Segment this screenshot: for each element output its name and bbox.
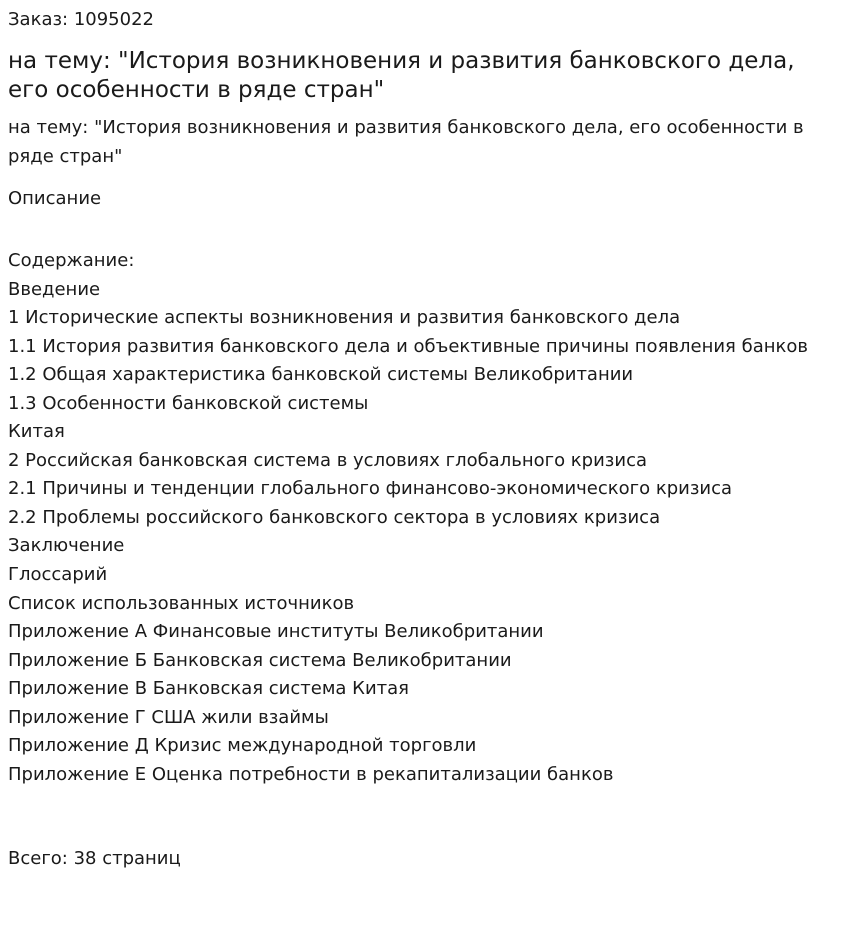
toc-item: Приложение В Банковская система Китая [8,678,409,700]
toc-item: 2.2 Проблемы российского банковского сектора в условиях кризиса [8,506,661,528]
toc-item: Глоссарий [8,564,108,586]
toc-item: Введение [8,278,101,300]
description-label: Описание [8,188,102,209]
page-subtitle: на тему: "История возникновения и развития банковского дела, его особенности в ряде стран" [8,117,804,167]
toc-item: Китая [8,421,65,443]
toc-item: Приложение Г США жили взаймы [8,706,329,728]
toc-item: Приложение Д Кризис международной торговли [8,735,477,757]
table-of-contents [8,247,839,789]
toc-item: Заключение [8,535,125,557]
toc-item: Приложение Б Банковская система Великобритании [8,649,512,671]
toc-item: Список использованных источников [8,592,355,614]
toc-item: Приложение Е Оценка потребности в рекапитализации банков [8,763,614,785]
toc-item: 1.3 Особенности банковской системы [8,392,369,414]
toc-heading: Содержание: [8,250,135,271]
toc-item: 2.1 Причины и тенденции глобального финансово-экономического кризиса [8,478,733,500]
toc-item: 1.2 Общая характеристика банковской системы Великобритании [8,364,634,386]
order-number: Заказ: 1095022 [8,9,154,30]
toc-item: 1.1 История развития банковского дела и объективные причины появления банков [8,335,808,357]
toc-item: 1 Исторические аспекты возникновения и развития банковского дела [8,307,681,329]
toc-item: 2 Российская банковская система в условиях глобального кризиса [8,449,647,471]
toc-item: Приложение А Финансовые институты Великобритании [8,621,544,643]
total-pages: Всего: 38 страниц [8,848,181,869]
page-title: на тему: "История возникновения и развития банковского дела, его особенности в ряде стран" [8,48,795,103]
